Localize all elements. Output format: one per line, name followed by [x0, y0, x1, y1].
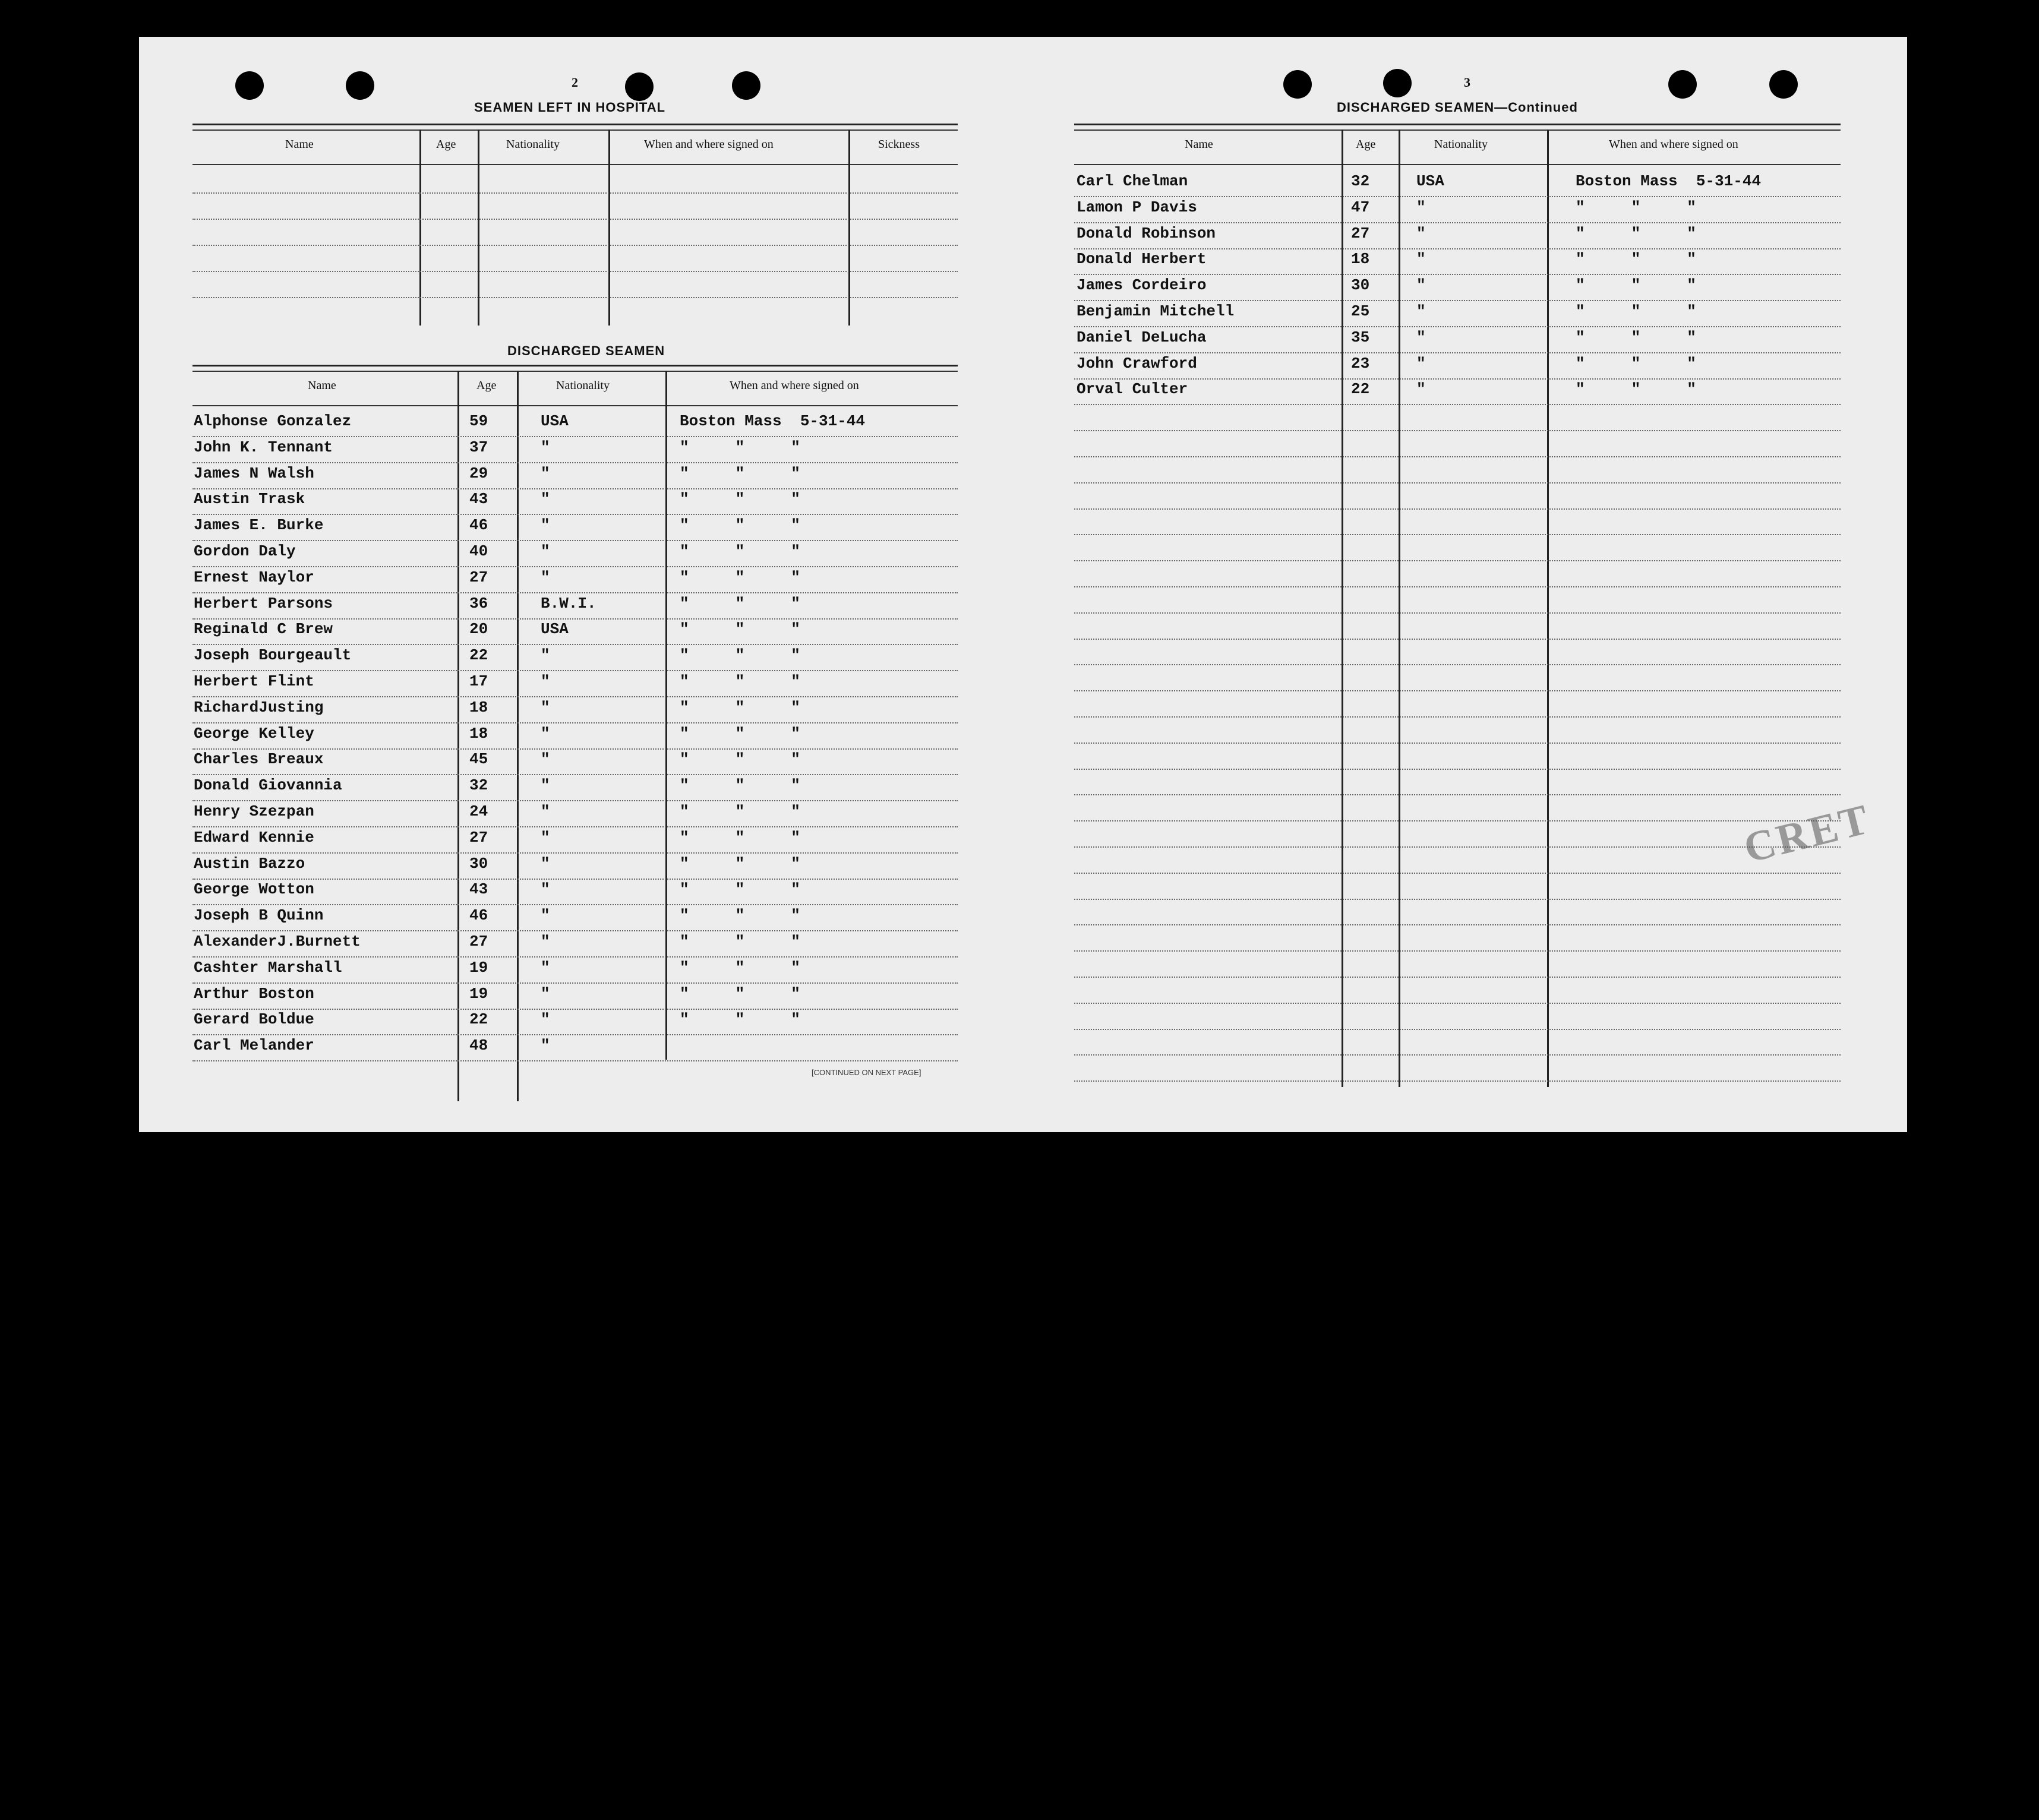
rule	[192, 164, 958, 165]
seaman-age: 22	[1351, 380, 1370, 399]
seaman-signed-on: " " "	[680, 750, 800, 769]
seaman-nationality: "	[541, 438, 550, 456]
col-header-nationality: Nationality	[506, 138, 560, 151]
seaman-signed-on: " " "	[1576, 380, 1696, 399]
seaman-age: 19	[469, 958, 488, 977]
seaman-signed-on: " " "	[680, 1010, 800, 1029]
row-line	[192, 540, 958, 541]
row-line	[1074, 639, 1841, 640]
seaman-nationality: "	[1416, 250, 1426, 268]
seaman-signed-on: " " "	[680, 438, 800, 456]
seaman-age: 19	[469, 984, 488, 1003]
row-line	[1074, 1003, 1841, 1004]
row-line	[192, 879, 958, 880]
seaman-name: Orval Culter	[1077, 380, 1188, 399]
row-line	[1074, 274, 1841, 275]
seaman-name: Carl Melander	[194, 1037, 314, 1055]
seaman-age: 27	[469, 568, 488, 586]
seaman-nationality: "	[541, 1037, 550, 1055]
seaman-age: 36	[469, 594, 488, 612]
row-line	[192, 1009, 958, 1010]
col-divider	[517, 371, 519, 1101]
row-line	[1074, 690, 1841, 691]
col-header-name: Name	[285, 138, 314, 151]
row-line	[1074, 977, 1841, 978]
seaman-age: 59	[469, 412, 488, 430]
seaman-nationality: "	[541, 776, 550, 795]
hospital-row-line	[192, 271, 958, 272]
seaman-nationality: "	[541, 672, 550, 690]
col-divider	[457, 371, 459, 1101]
seaman-nationality: "	[541, 750, 550, 769]
seaman-name: Joseph B Quinn	[194, 906, 324, 925]
row-line	[1074, 664, 1841, 665]
seaman-name: Austin Trask	[194, 490, 305, 508]
row-line	[1074, 586, 1841, 587]
seaman-nationality: "	[541, 516, 550, 535]
seaman-signed-on: " " "	[680, 854, 800, 873]
seaman-age: 18	[1351, 250, 1370, 268]
col-divider	[1399, 129, 1400, 1087]
row-line	[192, 1034, 958, 1035]
document-sheet	[139, 37, 1907, 1132]
seaman-name: Gerard Boldue	[194, 1010, 314, 1029]
col-header-age: Age	[436, 138, 456, 151]
col-header-name: Name	[308, 379, 336, 392]
seaman-age: 46	[469, 906, 488, 925]
seaman-age: 22	[469, 1010, 488, 1029]
page-number-right: 3	[1464, 75, 1470, 90]
seaman-name: Cashter Marshall	[194, 958, 342, 977]
rule	[192, 129, 958, 131]
seaman-signed-on: " " "	[680, 724, 800, 742]
row-line	[192, 1060, 958, 1061]
seaman-nationality: "	[541, 828, 550, 846]
seaman-nationality: "	[1416, 302, 1426, 320]
row-line	[192, 800, 958, 801]
row-line	[192, 592, 958, 593]
seaman-signed-on: " " "	[680, 672, 800, 690]
row-line	[1074, 612, 1841, 614]
row-line	[1074, 196, 1841, 197]
seaman-name: George Wotton	[194, 880, 314, 899]
seaman-signed-on: " " "	[1576, 224, 1696, 242]
row-line	[1074, 508, 1841, 510]
seaman-signed-on: " " "	[680, 490, 800, 508]
row-line	[1074, 300, 1841, 301]
seaman-age: 20	[469, 620, 488, 639]
row-line	[1074, 846, 1841, 848]
punch-hole	[732, 71, 760, 100]
seaman-nationality: "	[541, 802, 550, 820]
col-header-signed-on: When and where signed on	[644, 138, 774, 151]
row-line	[192, 618, 958, 620]
hospital-row-line	[192, 245, 958, 246]
seaman-signed-on: " " "	[1576, 250, 1696, 268]
rule	[1074, 164, 1841, 165]
seaman-name: AlexanderJ.Burnett	[194, 933, 361, 950]
seaman-nationality: "	[1416, 198, 1426, 216]
col-divider	[608, 129, 610, 326]
seaman-nationality: "	[541, 542, 550, 560]
seaman-name: RichardJusting	[194, 698, 324, 716]
seaman-nationality: "	[541, 646, 550, 665]
seaman-signed-on: " " "	[680, 880, 800, 899]
seaman-age: 29	[469, 464, 488, 482]
seaman-signed-on: " " "	[680, 464, 800, 482]
seaman-signed-on: " " "	[680, 516, 800, 535]
row-line	[192, 826, 958, 827]
seaman-age: 32	[1351, 172, 1370, 190]
seaman-nationality: "	[541, 568, 550, 586]
seaman-age: 48	[469, 1037, 488, 1055]
seaman-signed-on: " " "	[680, 568, 800, 586]
col-header-sickness: Sickness	[878, 138, 920, 151]
seaman-age: 43	[469, 490, 488, 508]
seaman-signed-on: Boston Mass 5-31-44	[1576, 172, 1762, 190]
seaman-age: 17	[469, 672, 488, 690]
seaman-signed-on: " " "	[680, 906, 800, 925]
seaman-age: 30	[1351, 276, 1370, 295]
seaman-age: 43	[469, 880, 488, 899]
row-line	[1074, 820, 1841, 821]
col-header-signed-on: When and where signed on	[1609, 138, 1738, 151]
seaman-nationality: "	[541, 724, 550, 742]
seaman-signed-on: " " "	[680, 958, 800, 977]
seaman-age: 47	[1351, 198, 1370, 216]
seaman-name: Lamon P Davis	[1077, 198, 1197, 216]
seaman-signed-on: " " "	[1576, 198, 1696, 216]
seaman-name: George Kelley	[194, 724, 314, 742]
row-line	[192, 462, 958, 463]
seaman-age: 22	[469, 646, 488, 665]
seaman-nationality: "	[541, 906, 550, 925]
seaman-signed-on: " " "	[680, 776, 800, 795]
row-line	[1074, 1054, 1841, 1056]
row-line	[192, 852, 958, 854]
col-header-age: Age	[476, 379, 497, 392]
row-line	[1074, 222, 1841, 223]
hospital-row-line	[192, 192, 958, 194]
row-line	[192, 774, 958, 775]
row-line	[1074, 430, 1841, 431]
seaman-signed-on: " " "	[680, 542, 800, 560]
seaman-age: 40	[469, 542, 488, 560]
rule	[192, 124, 958, 125]
seaman-age: 45	[469, 750, 488, 769]
seaman-nationality: "	[1416, 224, 1426, 242]
row-line	[1074, 352, 1841, 353]
seaman-name: Austin Bazzo	[194, 854, 305, 873]
seaman-age: 27	[469, 828, 488, 846]
seaman-age: 30	[469, 854, 488, 873]
row-line	[1074, 924, 1841, 925]
seaman-nationality: "	[1416, 354, 1426, 372]
seaman-age: 32	[469, 776, 488, 795]
row-line	[1074, 742, 1841, 744]
rule	[192, 365, 958, 366]
col-divider	[478, 129, 479, 326]
seaman-name: Arthur Boston	[194, 984, 314, 1003]
row-line	[1074, 560, 1841, 561]
seaman-signed-on: " " "	[1576, 354, 1696, 372]
row-line	[1074, 873, 1841, 874]
seaman-name: James Cordeiro	[1077, 276, 1207, 295]
row-line	[192, 566, 958, 567]
seaman-name: Benjamin Mitchell	[1077, 302, 1235, 320]
seaman-signed-on: " " "	[680, 933, 800, 950]
row-line	[192, 488, 958, 489]
seaman-signed-on: " " "	[680, 984, 800, 1003]
seaman-nationality: "	[1416, 380, 1426, 399]
rule	[192, 405, 958, 406]
seaman-nationality: "	[541, 490, 550, 508]
col-header-name: Name	[1185, 138, 1213, 151]
seaman-nationality: "	[541, 933, 550, 950]
seaman-nationality: "	[541, 854, 550, 873]
seaman-age: 35	[1351, 328, 1370, 346]
seaman-nationality: "	[541, 880, 550, 899]
col-divider	[848, 129, 850, 326]
seaman-nationality: "	[541, 984, 550, 1003]
row-line	[1074, 950, 1841, 952]
seaman-nationality: USA	[541, 620, 569, 639]
seaman-name: James N Walsh	[194, 464, 314, 482]
seaman-signed-on: " " "	[1576, 302, 1696, 320]
punch-hole	[346, 71, 374, 100]
seaman-name: Charles Breaux	[194, 750, 324, 769]
rule	[1074, 129, 1841, 131]
row-line	[192, 436, 958, 437]
seaman-nationality: USA	[1416, 172, 1444, 190]
seaman-signed-on: " " "	[680, 646, 800, 665]
col-header-signed-on: When and where signed on	[730, 379, 859, 392]
col-header-nationality: Nationality	[556, 379, 610, 392]
seaman-age: 18	[469, 698, 488, 716]
seaman-name: John K. Tennant	[194, 438, 333, 456]
seaman-name: Donald Giovannia	[194, 776, 342, 795]
stamp-mark: CRET	[1739, 795, 1876, 872]
row-line	[1074, 534, 1841, 535]
row-line	[1074, 716, 1841, 718]
seaman-name: Ernest Naylor	[194, 568, 314, 586]
row-line	[1074, 456, 1841, 457]
row-line	[1074, 248, 1841, 249]
seaman-age: 25	[1351, 302, 1370, 320]
seaman-name: James E. Burke	[194, 516, 324, 535]
seaman-nationality: "	[1416, 328, 1426, 346]
punch-hole	[1383, 69, 1412, 97]
seaman-name: Donald Herbert	[1077, 250, 1207, 268]
seaman-age: 37	[469, 438, 488, 456]
hospital-row-line	[192, 297, 958, 298]
punch-hole	[1668, 70, 1697, 99]
row-line	[1074, 1029, 1841, 1030]
seaman-name: Alphonse Gonzalez	[194, 412, 352, 430]
row-line	[192, 514, 958, 515]
seaman-name: John Crawford	[1077, 354, 1197, 372]
seaman-nationality: "	[541, 958, 550, 977]
punch-hole	[1769, 70, 1798, 99]
continued-note: [CONTINUED ON NEXT PAGE]	[812, 1068, 921, 1077]
seaman-signed-on: " " "	[1576, 328, 1696, 346]
row-line	[1074, 404, 1841, 405]
seaman-signed-on: " " "	[680, 594, 800, 612]
seaman-name: Herbert Parsons	[194, 594, 333, 612]
seaman-name: Carl Chelman	[1077, 172, 1188, 190]
seaman-name: Donald Robinson	[1077, 224, 1216, 242]
row-line	[192, 982, 958, 984]
rule	[1074, 124, 1841, 125]
seaman-signed-on: " " "	[680, 698, 800, 716]
row-line	[192, 722, 958, 723]
row-line	[192, 748, 958, 750]
rule	[192, 371, 958, 372]
row-line	[192, 930, 958, 931]
seaman-signed-on: " " "	[680, 620, 800, 639]
seaman-nationality: USA	[541, 412, 569, 430]
seaman-nationality: "	[1416, 276, 1426, 295]
seaman-name: Joseph Bourgeault	[194, 646, 352, 665]
seaman-signed-on: " " "	[680, 802, 800, 820]
col-header-nationality: Nationality	[1434, 138, 1488, 151]
page-number-left: 2	[572, 75, 578, 90]
hospital-section-title: SEAMEN LEFT IN HOSPITAL	[474, 100, 666, 115]
seaman-signed-on: " " "	[1576, 276, 1696, 295]
seaman-name: Henry Szezpan	[194, 802, 314, 820]
seaman-age: 18	[469, 724, 488, 742]
seaman-nationality: B.W.I.	[541, 594, 596, 612]
col-divider	[1547, 129, 1549, 1087]
hospital-row-line	[192, 219, 958, 220]
seaman-nationality: "	[541, 464, 550, 482]
seaman-name: Herbert Flint	[194, 672, 314, 690]
discharged-section-title: DISCHARGED SEAMEN	[507, 343, 665, 358]
punch-hole	[235, 71, 264, 100]
col-divider	[419, 129, 421, 326]
seaman-age: 24	[469, 802, 488, 820]
seaman-name: Daniel DeLucha	[1077, 328, 1207, 346]
row-line	[1074, 794, 1841, 795]
seaman-age: 27	[1351, 224, 1370, 242]
row-line	[192, 956, 958, 958]
row-line	[1074, 769, 1841, 770]
row-line	[192, 904, 958, 905]
row-line	[1074, 482, 1841, 484]
row-line	[192, 644, 958, 645]
row-line	[192, 696, 958, 697]
seaman-name: Reginald C Brew	[194, 620, 333, 639]
col-divider	[1342, 129, 1343, 1087]
row-line	[1074, 1080, 1841, 1082]
seaman-nationality: "	[541, 698, 550, 716]
col-header-age: Age	[1356, 138, 1376, 151]
seaman-age: 27	[469, 933, 488, 950]
seaman-age: 23	[1351, 354, 1370, 372]
seaman-name: Edward Kennie	[194, 828, 314, 846]
seaman-signed-on: Boston Mass 5-31-44	[680, 412, 866, 430]
punch-hole	[1283, 70, 1312, 99]
seaman-age: 46	[469, 516, 488, 535]
row-line	[1074, 326, 1841, 327]
row-line	[1074, 378, 1841, 380]
seaman-name: Gordon Daly	[194, 542, 296, 560]
continued-section-title: DISCHARGED SEAMEN—Continued	[1337, 100, 1578, 115]
punch-hole	[625, 72, 654, 101]
row-line	[1074, 899, 1841, 900]
seaman-nationality: "	[541, 1010, 550, 1029]
seaman-signed-on: " " "	[680, 828, 800, 846]
row-line	[192, 670, 958, 671]
